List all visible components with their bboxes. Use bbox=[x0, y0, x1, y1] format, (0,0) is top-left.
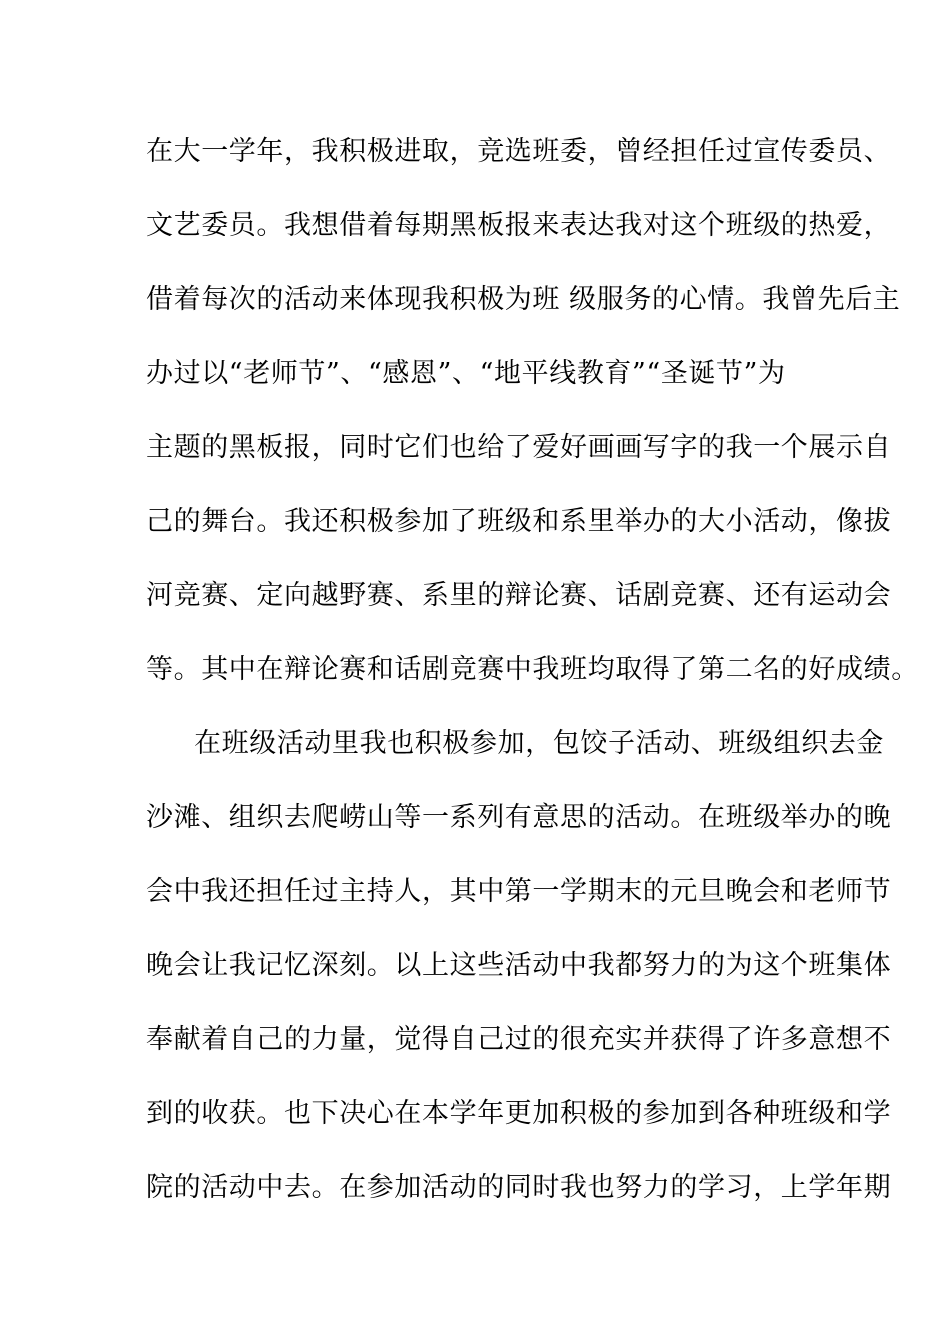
text-line: 办过以“老师节”、“感恩”、“地平线教育”“圣诞节”为 bbox=[146, 358, 786, 389]
text-line: 在大一学年，我积极进取，竞选班委，曾经担任过宣传委员、 bbox=[146, 136, 892, 167]
text-line: 奉献着自己的力量，觉得自己过的很充实并获得了许多意想不 bbox=[146, 1024, 892, 1055]
text-line: 院的活动中去。在参加活动的同时我也努力的学习，上学年期 bbox=[146, 1172, 892, 1203]
text-line: 沙滩、组织去爬崂山等一系列有意思的活动。在班级举办的晚 bbox=[146, 802, 892, 833]
text-line: 河竞赛、定向越野赛、系里的辩论赛、话剧竞赛、还有运动会 bbox=[146, 580, 892, 611]
text-line: 借着每次的活动来体现我积极为班 级服务的心情。我曾先后主 bbox=[146, 284, 901, 315]
body-text bbox=[146, 128, 919, 1238]
text-line: 晚会让我记忆深刻。以上这些活动中我都努力的为这个班集体 bbox=[146, 950, 892, 981]
text-line: 到的收获。也下决心在本学年更加积极的参加到各种班级和学 bbox=[146, 1098, 892, 1129]
text-line: 等。其中在辩论赛和话剧竞赛中我班均取得了第二名的好成绩。 bbox=[146, 654, 919, 685]
text-line: 己的舞台。我还积极参加了班级和系里举办的大小活动，像拔 bbox=[146, 506, 892, 537]
text-line: 会中我还担任过主持人，其中第一学期末的元旦晚会和老师节 bbox=[146, 876, 892, 907]
text-line: 主题的黑板报，同时它们也给了爱好画画写字的我一个展示自 bbox=[146, 432, 892, 463]
paragraph-start-line: 在班级活动里我也积极参加，包饺子活动、班级组织去金 bbox=[194, 728, 884, 759]
text-line: 文艺委员。我想借着每期黑板报来表达我对这个班级的热爱， bbox=[146, 210, 892, 241]
